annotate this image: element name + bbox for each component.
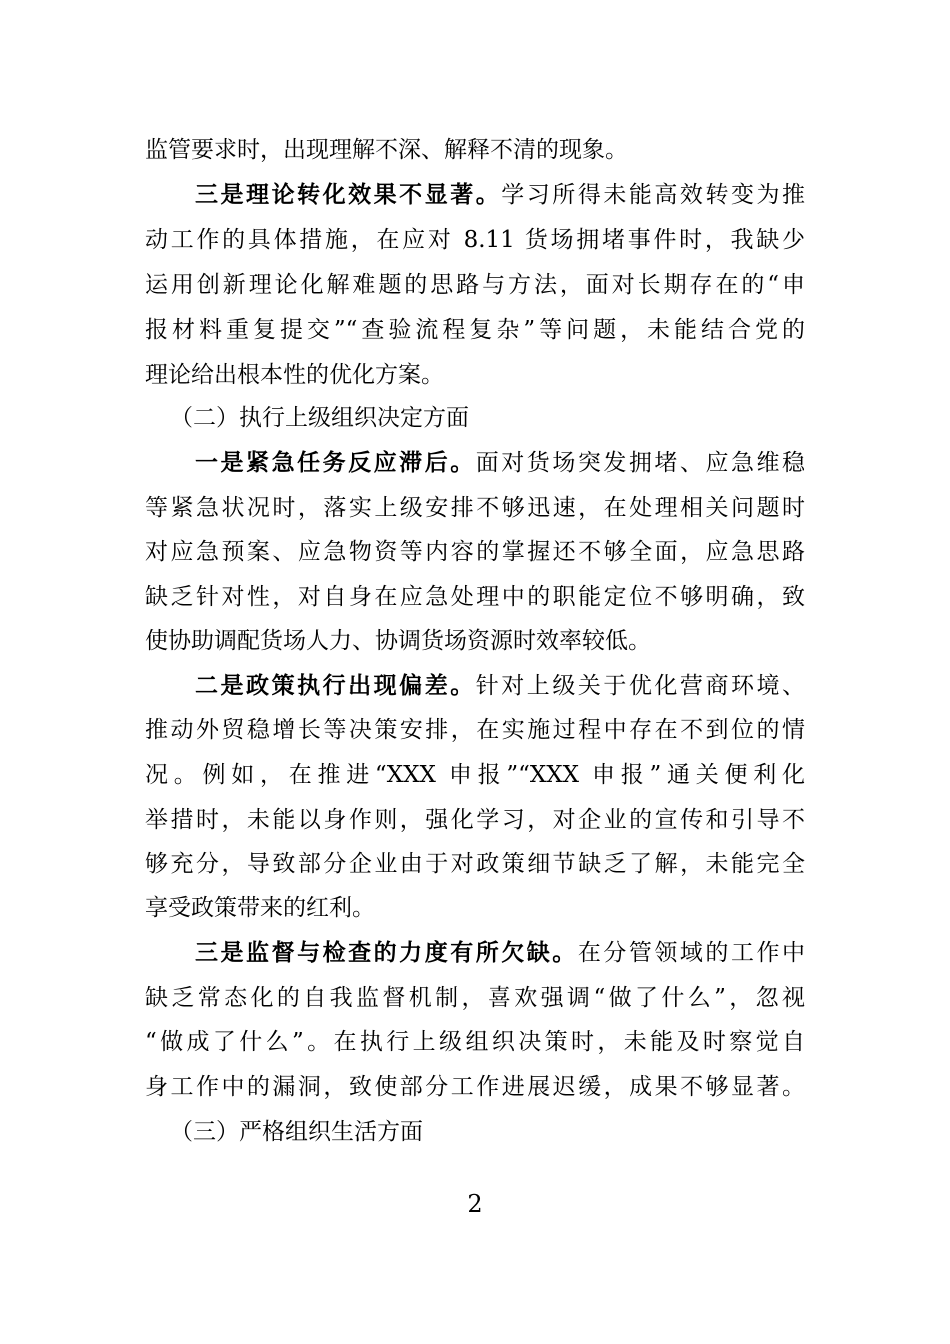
paragraph-line: 一是紧急任务反应滞后。面对货场突发拥堵、应急维稳 [195,449,806,476]
paragraph-line: 报材料重复提交”“查验流程复杂”等问题，未能结合党的 [145,317,805,343]
paragraph-line: 理论给出根本性的优化方案。 [145,362,444,388]
page-number: 2 [467,1190,483,1218]
paragraph-line: 三是理论转化效果不显著。学习所得未能高效转变为推 [195,181,806,208]
paragraph-line: 对应急预案、应急物资等内容的掌握还不够全面，应急思路 [145,539,805,565]
paragraph-line: 等紧急状况时，落实上级安排不够迅速，在处理相关问题时 [145,495,805,521]
paragraph-line: 况。例如，在推进“XXX 申报”“XXX 申报”通关便利化 [145,762,805,788]
bold-lead: 一是紧急任务反应滞后。 [195,449,476,476]
paragraph-line: 缺乏常态化的自我监督机制，喜欢强调“做了什么”，忽视 [145,985,805,1011]
paragraph-line: 二是政策执行出现偏差。针对上级关于优化营商环境、 [195,672,806,699]
bold-lead: 三是理论转化效果不显著。 [195,181,502,208]
paragraph-line: 运用创新理论化解难题的思路与方法，面对长期存在的“申 [145,272,805,298]
paragraph-line: 享受政策带来的红利。 [145,895,375,921]
paragraph-line: “做成了什么”。在执行上级组织决策时，未能及时察觉自 [145,1029,805,1055]
bold-lead: 二是政策执行出现偏差。 [195,672,476,699]
paragraph-line: 举措时，未能以身作则，强化学习，对企业的宣传和引导不 [145,807,805,833]
section-heading: （三）严格组织生活方面 [170,1119,423,1145]
paragraph-line: 动工作的具体措施，在应对 8.11 货场拥堵事件时，我缺少 [145,227,805,253]
paragraph-line: 监管要求时，出现理解不深、解释不清的现象。 [145,137,628,163]
paragraph-line: 缺乏针对性，对自身在应急处理中的职能定位不够明确，致 [145,584,805,610]
bold-lead: 三是监督与检查的力度有所欠缺。 [195,939,578,966]
paragraph-line: 使协助调配货场人力、协调货场资源时效率较低。 [145,628,651,654]
section-heading: （二）执行上级组织决定方面 [170,405,469,431]
paragraph-line: 推动外贸稳增长等决策安排，在实施过程中存在不到位的情 [145,717,805,743]
paragraph-line: 身工作中的漏洞，致使部分工作进展迟缓，成果不够显著。 [145,1074,805,1100]
paragraph-line: 够充分，导致部分企业由于对政策细节缺乏了解，未能完全 [145,851,805,877]
paragraph-line: 三是监督与检查的力度有所欠缺。在分管领域的工作中 [195,939,806,966]
